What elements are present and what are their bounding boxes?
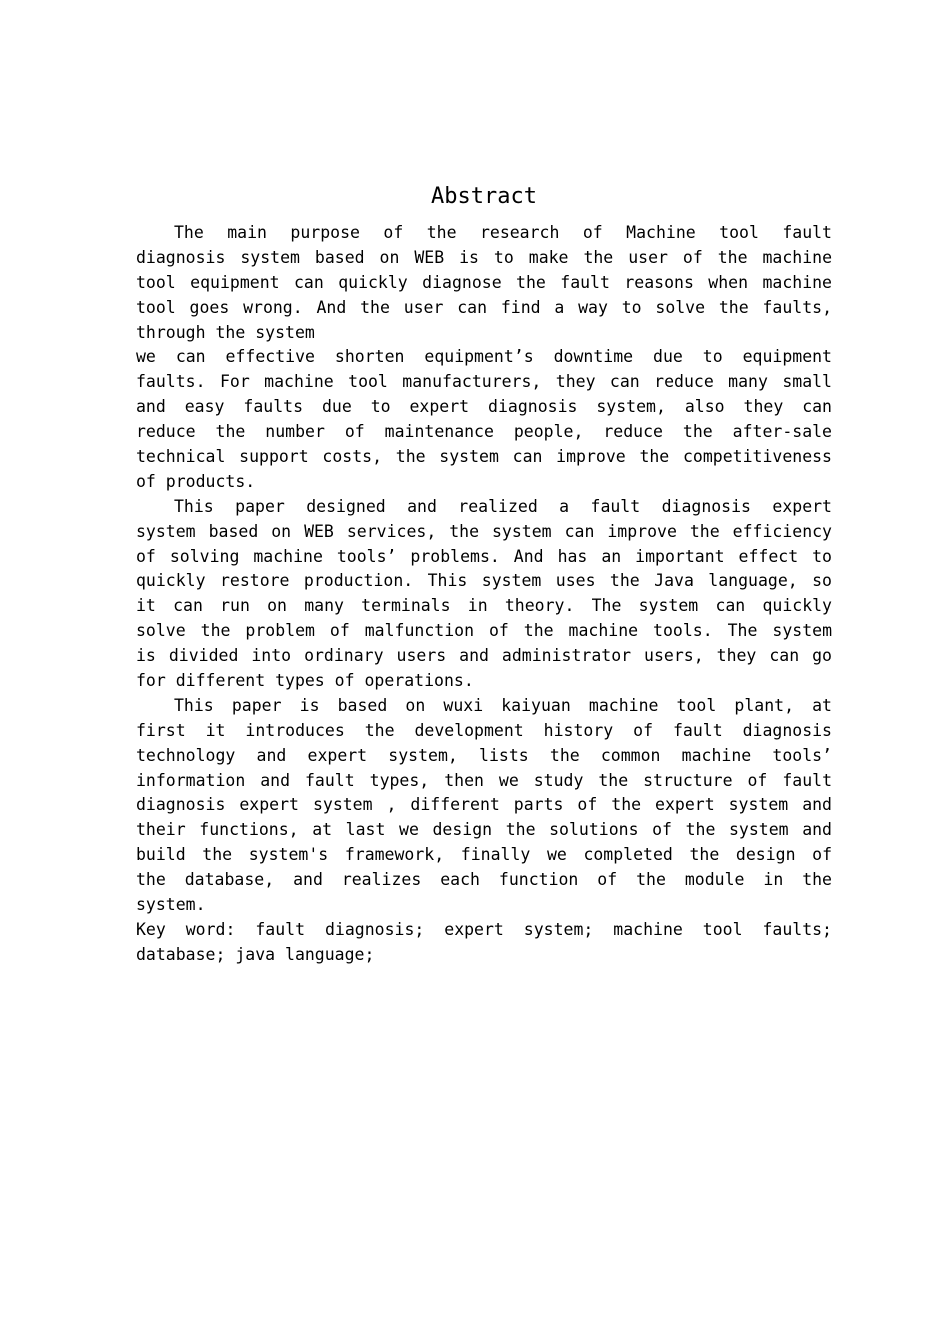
abstract-line: is divided into ordinary users and administrator users, they can go xyxy=(136,646,832,666)
abstract-line: it can run on many terminals in theory. The system can quickly xyxy=(136,596,832,616)
abstract-line: for different types of operations. xyxy=(136,671,474,691)
abstract-line: the database, and realizes each function of the module in the xyxy=(136,870,832,890)
abstract-line: quickly restore production. This system uses the Java language, so xyxy=(136,571,832,591)
abstract-line: tool equipment can quickly diagnose the fault reasons when machine xyxy=(136,272,832,292)
abstract-title: Abstract xyxy=(431,184,537,209)
abstract-line: Key word: fault diagnosis; expert system; machine tool faults; xyxy=(136,919,832,939)
abstract-line: diagnosis system based on WEB is to make the user of the machine xyxy=(136,247,832,267)
abstract-line: we can effective shorten equipment’s downtime due to equipment xyxy=(136,347,832,367)
abstract-line: reduce the number of maintenance people, reduce the after-sale xyxy=(136,422,832,442)
abstract-line: This paper is based on wuxi kaiyuan machine tool plant, at xyxy=(174,695,832,715)
abstract-line: through the system xyxy=(136,322,315,342)
abstract-line: tool goes wrong. And the user can find a way to solve the faults, xyxy=(136,297,832,317)
abstract-line: of solving machine tools’ problems. And has an important effect to xyxy=(136,546,832,566)
abstract-line: build the system's framework, finally we completed the design of xyxy=(136,845,832,865)
abstract-line: of products. xyxy=(136,471,256,491)
abstract-line: system based on WEB services, the system can improve the efficiency xyxy=(136,521,832,541)
abstract-line: database; java language; xyxy=(136,944,375,964)
abstract-line: The main purpose of the research of Machine tool fault xyxy=(174,223,832,242)
abstract-line: first it introduces the development history of fault diagnosis xyxy=(136,720,832,740)
abstract-line: diagnosis expert system , different parts of the expert system and xyxy=(136,795,832,815)
abstract-line: This paper designed and realized a fault diagnosis expert xyxy=(174,496,832,516)
abstract-line: faults. For machine tool manufacturers, they can reduce many small xyxy=(136,372,832,392)
abstract-line: technical support costs, the system can improve the competitiveness xyxy=(136,447,832,467)
abstract-line: technology and expert system, lists the common machine tools’ xyxy=(136,745,832,765)
abstract-body xyxy=(136,221,832,968)
abstract-line: and easy faults due to expert diagnosis system, also they can xyxy=(136,397,832,417)
abstract-line: information and fault types, then we study the structure of fault xyxy=(136,770,832,790)
abstract-line: their functions, at last we design the solutions of the system and xyxy=(136,820,832,840)
abstract-line: solve the problem of malfunction of the machine tools. The system xyxy=(136,621,832,641)
abstract-line: system. xyxy=(136,895,206,915)
